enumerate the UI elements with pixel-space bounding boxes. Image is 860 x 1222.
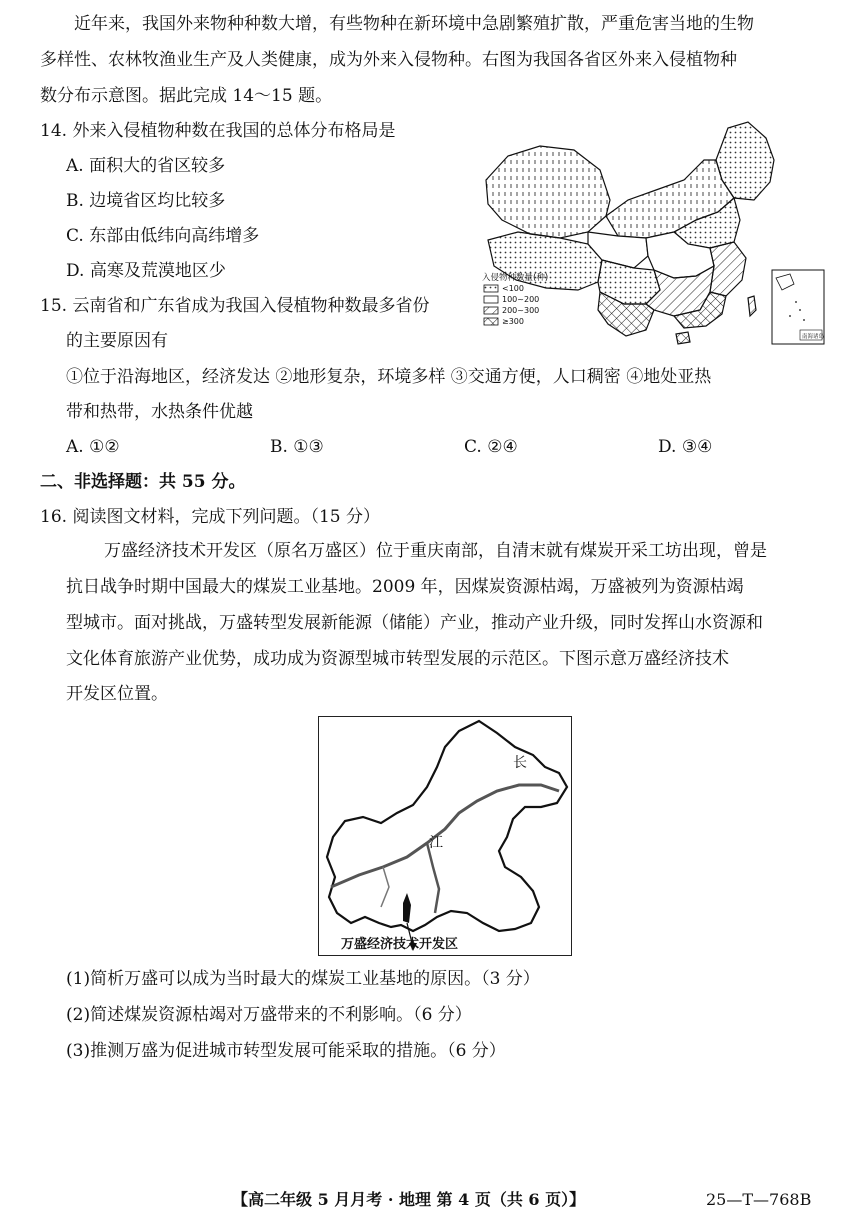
legend-label-100-200: 100~200 bbox=[502, 295, 540, 304]
legend-title: 入侵物种数量(种) bbox=[482, 273, 549, 283]
wansheng-location-map bbox=[318, 716, 572, 956]
region-east-coast bbox=[710, 242, 746, 296]
q14-option-a: A. 面积大的省区较多 bbox=[66, 156, 226, 176]
legend-label-200-300: 200~300 bbox=[502, 306, 540, 315]
legend-swatch-100-200 bbox=[484, 296, 498, 303]
intro-line-2: 多样性、农林牧渔业生产及人类健康，成为外来入侵物种。右图为我国各省区外来入侵植物种 bbox=[40, 50, 737, 70]
intro-line-1: 近年来，我国外来物种种数大增，有些物种在新环境中急剧繁殖扩散，严重危害当地的生物 bbox=[74, 14, 754, 34]
legend-swatch-200-300 bbox=[484, 307, 498, 314]
region-hainan bbox=[676, 332, 690, 344]
q15-stem-line-1: 15. 云南省和广东省成为我国入侵植物种数最多省份 bbox=[40, 296, 430, 316]
footer-code: 25—T—768B bbox=[706, 1190, 812, 1209]
inset-label: 南海诸岛 bbox=[802, 334, 825, 340]
region-taiwan bbox=[748, 296, 756, 316]
q16-material-line-1: 万盛经济技术开发区（原名万盛区）位于重庆南部，自清末就有煤炭开采工坊出现，曾是 bbox=[104, 541, 767, 561]
legend-label-under-100: <100 bbox=[502, 284, 524, 293]
q14-option-c: C. 东部由低纬向高纬增多 bbox=[66, 226, 260, 246]
legend-label-over-300: ≥300 bbox=[502, 317, 524, 326]
q15-stem-line-2: 的主要原因有 bbox=[66, 331, 168, 351]
region-xinjiang bbox=[486, 146, 610, 238]
intro-line-3: 数分布示意图。据此完成 14～15 题。 bbox=[40, 86, 333, 106]
q14-stem: 14. 外来入侵植物种数在我国的总体分布格局是 bbox=[40, 121, 396, 141]
wansheng-map-caption: 万盛经济技术开发区 bbox=[341, 937, 459, 952]
label-chang: 长 bbox=[513, 755, 527, 771]
q15-statement-line-1: ①位于沿海地区，经济发达 ②地形复杂，环境多样 ③交通方便，人口稠密 ④地处亚热 bbox=[66, 367, 712, 387]
q16-material-line-5: 开发区位置。 bbox=[66, 684, 168, 704]
q15-option-b: B. ①③ bbox=[270, 437, 324, 457]
q16-material-line-3: 型城市。面对挑战，万盛转型发展新能源（储能）产业，推动产业升级，同时发挥山水资源和 bbox=[66, 613, 763, 633]
q16-material-line-4: 文化体育旅游产业优势，成功成为资源型城市转型发展的示范区。下图示意万盛经济技术 bbox=[66, 649, 729, 669]
q15-option-d: D. ③④ bbox=[658, 437, 713, 457]
legend-swatch-over-300 bbox=[484, 318, 498, 325]
chongqing-map-figure bbox=[319, 717, 571, 955]
q16-subquestion-3: (3)推测万盛为促进城市转型发展可能采取的措施。（6 分） bbox=[66, 1041, 506, 1061]
china-invasive-species-map bbox=[478, 120, 828, 348]
q16-material-line-2: 抗日战争时期中国最大的煤炭工业基地。2009 年，因煤炭资源枯竭，万盛被列为资源枯竭 bbox=[66, 577, 744, 597]
q14-option-d: D. 高寒及荒漠地区少 bbox=[66, 261, 226, 281]
q16-stem: 16. 阅读图文材料，完成下列问题。（15 分） bbox=[40, 507, 380, 527]
china-map-figure bbox=[478, 120, 828, 348]
q15-option-c: C. ②④ bbox=[464, 437, 518, 457]
label-jiang: 江 bbox=[429, 835, 443, 851]
q15-option-a: A. ①② bbox=[66, 437, 120, 457]
q14-option-b: B. 边境省区均比较多 bbox=[66, 191, 226, 211]
q16-subquestion-1: (1)简析万盛可以成为当时最大的煤炭工业基地的原因。（3 分） bbox=[66, 969, 540, 989]
section-2-heading: 二、非选择题：共 55 分。 bbox=[40, 472, 246, 492]
q15-statement-line-2: 带和热带，水热条件优越 bbox=[66, 402, 253, 422]
footer-page-info: 【高二年级 5 月月考 · 地理 第 4 页（共 6 页）】 bbox=[232, 1190, 586, 1209]
legend-swatch-under-100 bbox=[484, 285, 498, 292]
q16-subquestion-2: (2)简述煤炭资源枯竭对万盛带来的不利影响。（6 分） bbox=[66, 1005, 472, 1025]
